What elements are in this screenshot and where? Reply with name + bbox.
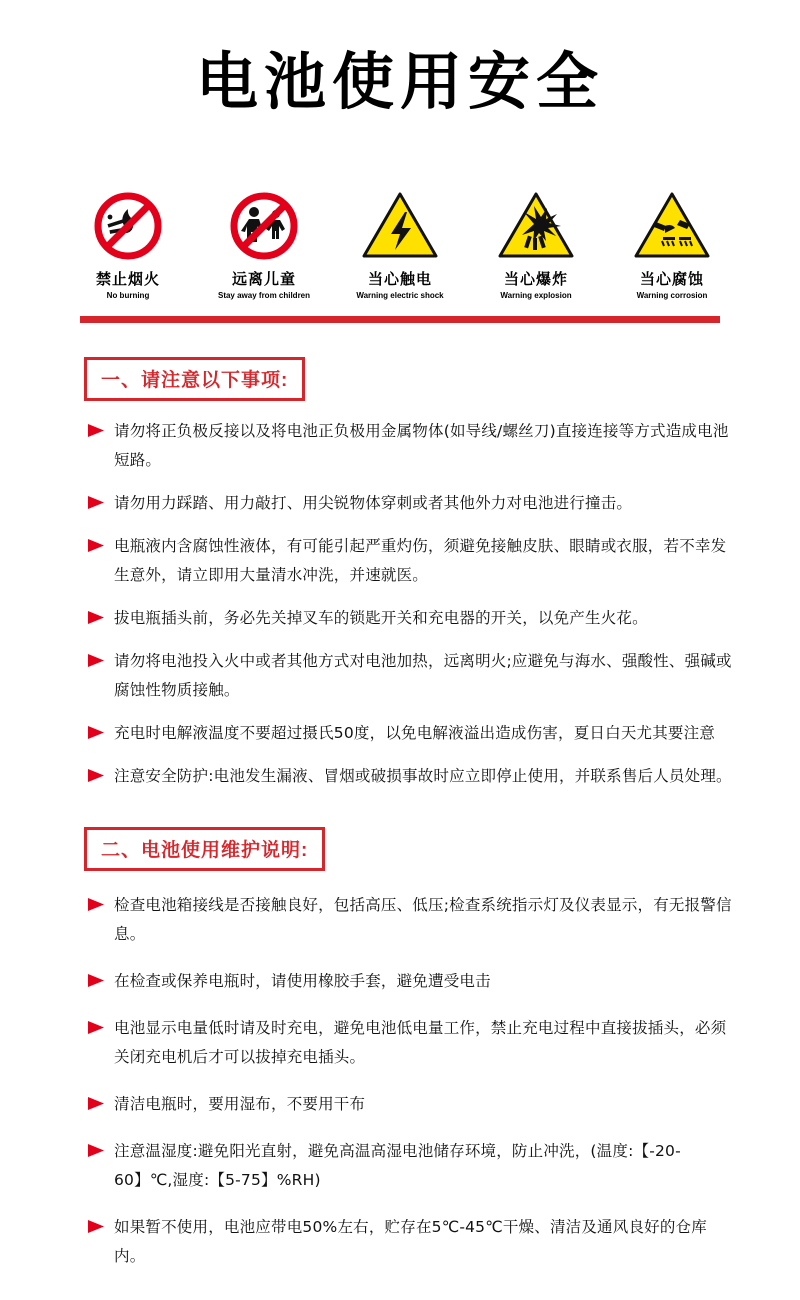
- hazard-icon-strip: [0, 190, 800, 300]
- list-item-text: 注意温湿度:避免阳光直射，避免高温高湿电池储存环境，防止冲洗，(温度:【-20-60】℃,湿度:【5-75】%RH): [114, 1142, 681, 1190]
- list-item: [88, 967, 736, 996]
- electric-shock-warning-icon: [352, 190, 448, 262]
- triangle-bullet-icon: [88, 1097, 106, 1110]
- list-item-text: 如果暂不使用，电池应带电50%左右，贮存在5℃-45℃干燥、清洁及通风良好的仓库内。: [114, 1218, 707, 1266]
- list-item: [88, 1090, 736, 1119]
- hazard-label-cn: 当心爆炸: [503, 271, 568, 289]
- list-item: [88, 762, 736, 791]
- triangle-bullet-icon: [88, 726, 106, 739]
- list-item-text: 拔电瓶插头前，务必先关掉叉车的锁匙开关和充电器的开关，以免产生火花。: [114, 609, 648, 628]
- list-item: [88, 719, 736, 748]
- hazard-label-cn: 禁止烟火: [95, 271, 160, 289]
- triangle-bullet-icon: [88, 539, 106, 552]
- list-item: [88, 532, 736, 590]
- list-item: [88, 1213, 736, 1271]
- hazard-item-no-burning: [80, 190, 176, 300]
- keep-children-away-icon: [216, 190, 312, 262]
- hazard-label-cn: 当心腐蚀: [639, 271, 704, 289]
- list-item: [88, 489, 736, 518]
- triangle-bullet-icon: [88, 898, 106, 911]
- list-item-text: 清洁电瓶时，要用湿布，不要用干布: [114, 1095, 366, 1114]
- list-item-text: 请勿将电池投入火中或者其他方式对电池加热，远离明火;应避免与海水、强酸性、强碱或腐蚀性物质接触。: [114, 652, 732, 700]
- list-item-text: 电池显示电量低时请及时充电，避免电池低电量工作，禁止充电过程中直接拔插头，必须关闭充电机后才可以拔掉充电插头。: [114, 1019, 727, 1067]
- list-item: [88, 604, 736, 633]
- triangle-bullet-icon: [88, 974, 106, 987]
- list-item-text: 检查电池箱接线是否接触良好，包括高压、低压;检查系统指示灯及仪表显示，有无报警信息。: [114, 896, 732, 944]
- hazard-item-electric-shock: [352, 190, 448, 300]
- triangle-bullet-icon: [88, 424, 106, 437]
- precaution-list: [70, 417, 736, 791]
- list-item-text: 注意安全防护:电池发生漏液、冒烟或破损事故时应立即停止使用，并联系售后人员处理。: [114, 767, 732, 786]
- explosion-warning-icon: [488, 190, 584, 262]
- triangle-bullet-icon: [88, 769, 106, 782]
- no-fire-icon: [80, 190, 176, 262]
- hazard-label-en: Warning electric shock: [356, 291, 444, 301]
- hazard-item-explosion: [488, 190, 584, 300]
- triangle-bullet-icon: [88, 654, 106, 667]
- triangle-bullet-icon: [88, 611, 106, 624]
- section-heading-box: [84, 357, 305, 401]
- list-item: [88, 417, 736, 475]
- triangle-bullet-icon: [88, 1220, 106, 1233]
- list-item: [88, 891, 736, 949]
- hazard-label-cn: 当心触电: [367, 271, 432, 289]
- hazard-item-corrosion: [624, 190, 720, 300]
- section-heading-box: [84, 827, 325, 871]
- triangle-bullet-icon: [88, 1144, 106, 1157]
- list-item-text: 电瓶液内含腐蚀性液体，有可能引起严重灼伤，须避免接触皮肤、眼睛或衣服，若不幸发生意外，请立即用大量清水冲洗，并速就医。: [114, 537, 727, 585]
- hazard-label-en: Stay away from children: [217, 291, 311, 301]
- list-item-text: 请勿用力踩踏、用力敲打、用尖锐物体穿刺或者其他外力对电池进行撞击。: [114, 494, 633, 513]
- hazard-label-cn: 远离儿童: [231, 271, 296, 289]
- list-item-text: 在检查或保养电瓶时，请使用橡胶手套，避免遭受电击: [114, 972, 491, 991]
- section-heading-text: 二、电池使用维护说明:: [101, 840, 309, 862]
- hazard-label-en: Warning corrosion: [636, 291, 708, 301]
- hazard-label-en: No burning: [106, 291, 150, 301]
- list-item-text: 充电时电解液温度不要超过摄氏50度，以免电解液溢出造成伤害，夏日白天尤其要注意: [114, 724, 716, 743]
- list-item: [88, 1137, 736, 1195]
- section-maintenance: [0, 827, 800, 1271]
- corrosion-warning-icon: [624, 190, 720, 262]
- hazard-item-keep-children-away: [216, 190, 312, 300]
- page-title: 电池使用安全: [195, 45, 604, 118]
- section-precautions: [0, 357, 800, 791]
- list-item: [88, 1014, 736, 1072]
- list-item-text: 请勿将正负极反接以及将电池正负极用金属物体(如导线/螺丝刀)直接连接等方式造成电池短路。: [114, 422, 729, 470]
- red-divider: [80, 316, 720, 323]
- hazard-label-en: Warning explosion: [500, 291, 572, 301]
- triangle-bullet-icon: [88, 496, 106, 509]
- maintenance-list: [70, 891, 736, 1271]
- section-heading-text: 一、请注意以下事项:: [101, 370, 289, 392]
- triangle-bullet-icon: [88, 1021, 106, 1034]
- list-item: [88, 647, 736, 705]
